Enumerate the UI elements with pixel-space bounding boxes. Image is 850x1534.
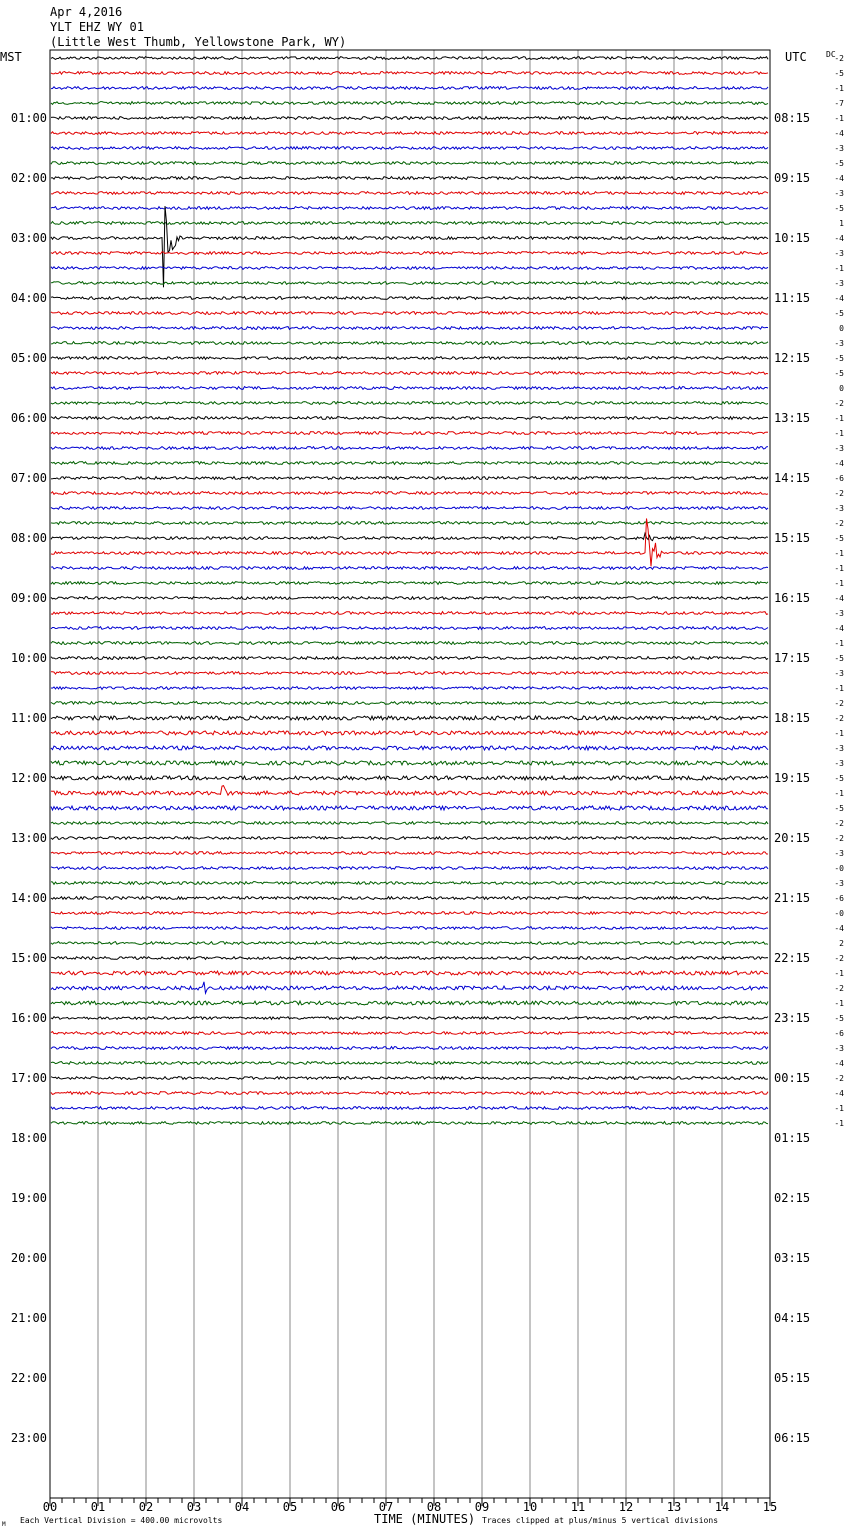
- right-hour-label: 12:15: [774, 351, 811, 365]
- seismic-trace: [51, 507, 768, 510]
- seismic-trace: [51, 432, 768, 435]
- seismic-trace: [51, 912, 768, 915]
- x-tick-label: 00: [42, 1500, 58, 1514]
- seismic-trace: [51, 206, 768, 287]
- left-hour-label: 07:00: [10, 471, 47, 485]
- dc-offset-label: -6: [834, 894, 844, 903]
- dc-offset-label: -4: [834, 174, 844, 183]
- right-hour-label: 06:15: [774, 1431, 811, 1445]
- seismic-trace: [51, 597, 768, 600]
- dc-offset-label: -4: [834, 594, 844, 603]
- seismic-trace: [51, 522, 768, 525]
- right-hour-label: 23:15: [774, 1011, 811, 1025]
- dc-offset-label: -2: [834, 399, 844, 408]
- dc-offset-label: -5: [834, 774, 844, 783]
- seismic-trace: [51, 731, 768, 735]
- x-tick-label: 14: [714, 1500, 730, 1514]
- dc-offset-label: -3: [834, 189, 844, 198]
- dc-offset-label: -7: [834, 99, 844, 108]
- left-hour-label: 22:00: [10, 1371, 47, 1385]
- right-hour-label: 00:15: [774, 1071, 811, 1085]
- seismic-trace: [51, 567, 768, 570]
- right-hour-label: 13:15: [774, 411, 811, 425]
- dc-offset-label: -3: [834, 444, 844, 453]
- dc-offset-label: -1: [834, 1104, 844, 1113]
- dc-offset-label: -4: [834, 924, 844, 933]
- right-hour-label: 04:15: [774, 1311, 811, 1325]
- x-tick-label: 10: [522, 1500, 538, 1514]
- dc-offset-label: -2: [834, 954, 844, 963]
- left-hour-label: 02:00: [10, 171, 47, 185]
- seismic-trace: [51, 746, 768, 750]
- x-tick-label: 03: [186, 1500, 202, 1514]
- left-hour-label: 15:00: [10, 951, 47, 965]
- seismic-trace: [51, 447, 768, 450]
- dc-offset-label: -5: [834, 204, 844, 213]
- left-hour-label: 11:00: [10, 711, 47, 725]
- dc-offset-label: -6: [834, 1029, 844, 1038]
- seismic-trace: [51, 687, 768, 690]
- dc-offset-label: -5: [834, 69, 844, 78]
- seismic-trace: [51, 417, 768, 420]
- dc-offset-label: -1: [834, 999, 844, 1008]
- x-tick-label: 09: [474, 1500, 490, 1514]
- dc-offset-label: -5: [834, 159, 844, 168]
- seismic-trace: [51, 1047, 768, 1050]
- dc-offset-label: -5: [834, 1014, 844, 1023]
- seismic-trace: [51, 267, 768, 270]
- seismic-trace: [51, 867, 768, 870]
- seismic-trace: [51, 837, 768, 840]
- seismic-trace: [51, 786, 768, 796]
- left-hour-label: 03:00: [10, 231, 47, 245]
- seismic-trace: [51, 402, 768, 405]
- dc-offset-label: -2: [834, 714, 844, 723]
- seismic-trace: [51, 57, 768, 60]
- seismic-trace: [51, 72, 768, 75]
- dc-offset-label: -3: [834, 759, 844, 768]
- trace-group: [51, 57, 768, 1125]
- dc-offset-label: -3: [834, 669, 844, 678]
- dc-offset-label: -3: [834, 744, 844, 753]
- seismic-trace: [51, 1107, 768, 1110]
- seismic-trace: [51, 462, 768, 465]
- dc-offset-label: -1: [834, 114, 844, 123]
- dc-offset-label: -1: [834, 789, 844, 798]
- seismic-trace: [51, 971, 768, 975]
- right-hour-label: 17:15: [774, 651, 811, 665]
- right-hour-label: 15:15: [774, 531, 811, 545]
- seismic-trace: [51, 612, 768, 615]
- seismic-trace: [51, 297, 768, 300]
- x-tick-label: 05: [282, 1500, 298, 1514]
- dc-offset-label: -1: [834, 639, 844, 648]
- right-hour-label: 08:15: [774, 111, 811, 125]
- right-hour-labels: [774, 111, 810, 1445]
- seismic-trace: [51, 642, 768, 645]
- seismic-trace: [51, 1062, 768, 1065]
- dc-offset-label: -5: [834, 309, 844, 318]
- dc-offset-labels: [834, 54, 844, 1128]
- seismic-trace: [51, 942, 768, 945]
- right-hour-label: 01:15: [774, 1131, 811, 1145]
- seismic-trace: [51, 252, 768, 255]
- dc-offset-label: -2: [834, 699, 844, 708]
- dc-offset-label: -4: [834, 1059, 844, 1068]
- seismic-trace: [51, 1032, 768, 1035]
- seismic-trace: [51, 282, 768, 285]
- left-hour-label: 10:00: [10, 651, 47, 665]
- dc-offset-label: -1: [834, 564, 844, 573]
- seismic-trace: [51, 372, 768, 375]
- seismic-trace: [51, 657, 768, 660]
- seismic-trace: [51, 177, 768, 180]
- seismic-trace: [51, 822, 768, 825]
- dc-offset-label: -3: [834, 339, 844, 348]
- dc-offset-label: 2: [839, 939, 844, 948]
- x-tick-label: 04: [234, 1500, 250, 1514]
- left-hour-label: 21:00: [10, 1311, 47, 1325]
- seismic-trace: [51, 132, 768, 135]
- seismic-trace: [51, 702, 768, 705]
- dc-offset-label: -2: [834, 1074, 844, 1083]
- right-hour-label: 10:15: [774, 231, 811, 245]
- dc-offset-label: -1: [834, 969, 844, 978]
- seismic-trace: [51, 87, 768, 90]
- seismic-trace: [51, 1122, 768, 1125]
- left-hour-label: 12:00: [10, 771, 47, 785]
- seismic-trace: [51, 776, 768, 780]
- dc-offset-label: -1: [834, 579, 844, 588]
- seismic-trace: [51, 147, 768, 150]
- dc-offset-label: -2: [834, 819, 844, 828]
- dc-offset-label: 1: [839, 219, 844, 228]
- right-hour-label: 16:15: [774, 591, 811, 605]
- seismic-trace: [51, 627, 768, 630]
- seismic-trace: [51, 207, 768, 210]
- dc-offset-label: -0: [834, 864, 844, 873]
- dc-offset-label: -1: [834, 1119, 844, 1128]
- right-hour-label: 11:15: [774, 291, 811, 305]
- left-hour-label: 01:00: [10, 111, 47, 125]
- x-tick-label: 06: [330, 1500, 346, 1514]
- right-hour-label: 02:15: [774, 1191, 811, 1205]
- dc-offset-label: -5: [834, 804, 844, 813]
- dc-offset-label: -6: [834, 474, 844, 483]
- dc-offset-label: -3: [834, 504, 844, 513]
- dc-offset-label: -3: [834, 1044, 844, 1053]
- dc-offset-label: -4: [834, 234, 844, 243]
- dc-offset-label: -2: [834, 519, 844, 528]
- dc-offset-label: -3: [834, 879, 844, 888]
- seismic-trace: [51, 761, 768, 765]
- left-hour-label: 18:00: [10, 1131, 47, 1145]
- x-tick-label: 07: [378, 1500, 394, 1514]
- dc-offset-label: -5: [834, 369, 844, 378]
- dc-offset-label: -5: [834, 354, 844, 363]
- left-hour-label: 13:00: [10, 831, 47, 845]
- seismic-trace: [51, 852, 768, 855]
- dc-offset-label: -2: [834, 54, 844, 63]
- right-hour-label: 18:15: [774, 711, 811, 725]
- x-axis-label: TIME (MINUTES): [374, 1512, 476, 1526]
- x-tick-label: 11: [570, 1500, 586, 1514]
- seismic-trace: [51, 117, 768, 120]
- seismic-trace: [51, 477, 768, 480]
- dc-offset-label: -5: [834, 654, 844, 663]
- right-hour-label: 09:15: [774, 171, 811, 185]
- dc-offset-label: -4: [834, 129, 844, 138]
- footer-mark: M: [2, 1521, 6, 1528]
- dc-offset-label: -1: [834, 684, 844, 693]
- seismic-trace: [51, 492, 768, 495]
- dc-label: DC: [826, 50, 836, 59]
- x-tick-label: 15: [762, 1500, 778, 1514]
- seismic-trace: [51, 806, 768, 810]
- right-axis-label: UTC: [785, 50, 807, 64]
- dc-offset-label: -0: [834, 909, 844, 918]
- seismic-trace: [51, 882, 768, 885]
- left-hour-label: 04:00: [10, 291, 47, 305]
- right-hour-label: 03:15: [774, 1251, 811, 1265]
- seismic-trace: [51, 897, 768, 900]
- dc-offset-label: -3: [834, 609, 844, 618]
- seismic-trace: [51, 327, 768, 330]
- dc-offset-label: 0: [839, 324, 844, 333]
- left-hour-label: 23:00: [10, 1431, 47, 1445]
- left-hour-label: 14:00: [10, 891, 47, 905]
- right-hour-label: 05:15: [774, 1371, 811, 1385]
- seismic-trace: [51, 192, 768, 195]
- dc-offset-label: -4: [834, 459, 844, 468]
- dc-offset-label: -1: [834, 549, 844, 558]
- seismic-trace: [51, 672, 768, 675]
- left-hour-label: 19:00: [10, 1191, 47, 1205]
- seismic-trace: [51, 957, 768, 960]
- left-axis-label: MST: [0, 50, 22, 64]
- left-hour-labels: [11, 111, 47, 1445]
- dc-offset-label: -1: [834, 429, 844, 438]
- seismic-trace: [51, 716, 768, 720]
- dc-offset-label: -2: [834, 489, 844, 498]
- dc-offset-label: -1: [834, 729, 844, 738]
- seismic-trace: [51, 982, 768, 993]
- left-hour-label: 06:00: [10, 411, 47, 425]
- left-hour-label: 20:00: [10, 1251, 47, 1265]
- seismic-trace: [51, 927, 768, 930]
- dc-offset-label: -3: [834, 249, 844, 258]
- dc-offset-label: -1: [834, 84, 844, 93]
- right-hour-label: 21:15: [774, 891, 811, 905]
- dc-offset-label: 0: [839, 384, 844, 393]
- seismic-trace: [51, 312, 768, 315]
- dc-offset-label: -4: [834, 294, 844, 303]
- dc-offset-label: -2: [834, 984, 844, 993]
- x-tick-label: 01: [90, 1500, 106, 1514]
- left-hour-label: 17:00: [10, 1071, 47, 1085]
- dc-offset-label: -3: [834, 144, 844, 153]
- right-hour-label: 19:15: [774, 771, 811, 785]
- left-hour-label: 08:00: [10, 531, 47, 545]
- seismic-trace: [51, 1077, 768, 1080]
- dc-offset-label: -1: [834, 264, 844, 273]
- x-tick-label: 13: [666, 1500, 682, 1514]
- x-tick-label: 12: [618, 1500, 634, 1514]
- footer-clip: Traces clipped at plus/minus 5 vertical divisions: [482, 1516, 719, 1525]
- seismic-trace: [51, 162, 768, 165]
- right-hour-label: 22:15: [774, 951, 811, 965]
- x-tick-label: 08: [426, 1500, 442, 1514]
- footer-scale: Each Vertical Division = 400.00 microvolts: [20, 1516, 223, 1525]
- dc-offset-label: -3: [834, 849, 844, 858]
- seismic-trace: [51, 357, 768, 360]
- seismic-trace: [51, 222, 768, 225]
- right-hour-label: 20:15: [774, 831, 811, 845]
- left-hour-label: 16:00: [10, 1011, 47, 1025]
- right-hour-label: 14:15: [774, 471, 811, 485]
- seismic-trace: [51, 519, 768, 567]
- header-station: YLT EHZ WY 01: [50, 20, 144, 34]
- dc-offset-label: -1: [834, 414, 844, 423]
- seismic-trace: [51, 387, 768, 390]
- seismic-trace: [51, 582, 768, 585]
- dc-offset-label: -4: [834, 624, 844, 633]
- seismic-trace: [51, 533, 768, 540]
- left-hour-label: 05:00: [10, 351, 47, 365]
- header-location: (Little West Thumb, Yellowstone Park, WY): [50, 35, 347, 49]
- seismic-trace: [51, 1017, 768, 1020]
- seismic-trace: [51, 102, 768, 105]
- dc-offset-label: -4: [834, 1089, 844, 1098]
- header-date: Apr 4,2016: [50, 5, 123, 19]
- dc-offset-label: -2: [834, 834, 844, 843]
- seismic-trace: [51, 1092, 768, 1095]
- seismic-trace: [51, 342, 768, 345]
- dc-offset-label: -5: [834, 534, 844, 543]
- x-tick-label: 02: [138, 1500, 154, 1514]
- dc-offset-label: -3: [834, 279, 844, 288]
- seismic-trace: [51, 1001, 768, 1005]
- left-hour-label: 09:00: [10, 591, 47, 605]
